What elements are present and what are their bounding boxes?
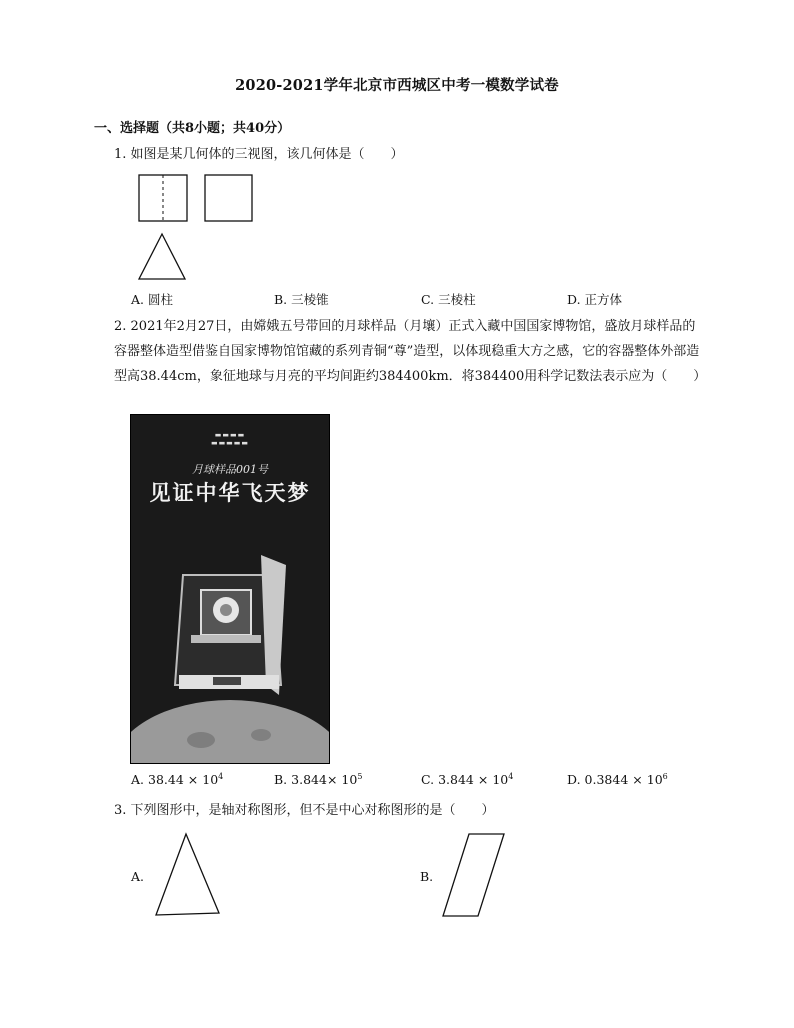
top-view — [139, 234, 185, 279]
q3-option-a-label: A. — [131, 869, 145, 884]
q2-option-c: C. $3.844 \times 10^4$ — [421, 772, 514, 787]
sample-container-illustration — [131, 535, 329, 763]
side-view — [205, 175, 252, 221]
photo-caption: 见证中华飞天梦 — [149, 480, 311, 505]
page-title: 2020-2021学年北京市西城区中考一模数学试卷 — [235, 77, 559, 94]
q1-option-a: A. 圆柱 — [131, 292, 173, 307]
q1-option-b: B. 三棱锥 — [274, 292, 329, 307]
q3-option-a-triangle — [153, 832, 223, 918]
q1-option-d: D. 正方体 — [567, 292, 623, 307]
question-3-stem: 3. 下列图形中，是轴对称图形，但不是中心对称图形的是（ ） — [114, 803, 495, 818]
three-view-figure — [136, 172, 258, 284]
q3-option-b-label: B. — [420, 869, 434, 884]
q3-option-b-parallelogram — [438, 830, 508, 920]
moon-sample-photo — [130, 414, 330, 764]
photo-subtitle: 月球样品001号 — [192, 463, 268, 476]
q2-option-b: B. $3.844\times 10^5$ — [274, 772, 363, 787]
q2-option-d: D. $0.3844 \times 10^6$ — [567, 772, 668, 787]
q1-option-c: C. 三棱柱 — [421, 292, 476, 307]
question-1-stem: 1. 如图是某几何体的三视图，该几何体是（ ） — [114, 147, 404, 162]
museum-logo: ▬▬▬▬ ▬▬▬▬▬ — [210, 431, 250, 447]
question-2-stem: 2. 2021年2月27日，由嫦娥五号带回的月球样品（月壤）正式入藏中国国家博物馆，盛放月球样品的容器整体造型借鉴自国家博物馆馆藏的系列青铜“尊”造型，以体现稳重大方之感，它的容器整体外部造型高38.44cm，象征地球与月亮的平均间距约384400km．将384400用科学记数法表示应为（ ） — [114, 319, 707, 384]
q2-option-a: A. $38.44 \times 10^4$ — [131, 772, 224, 787]
section-heading: 一、选择题（共8小题；共40分） — [94, 121, 291, 136]
